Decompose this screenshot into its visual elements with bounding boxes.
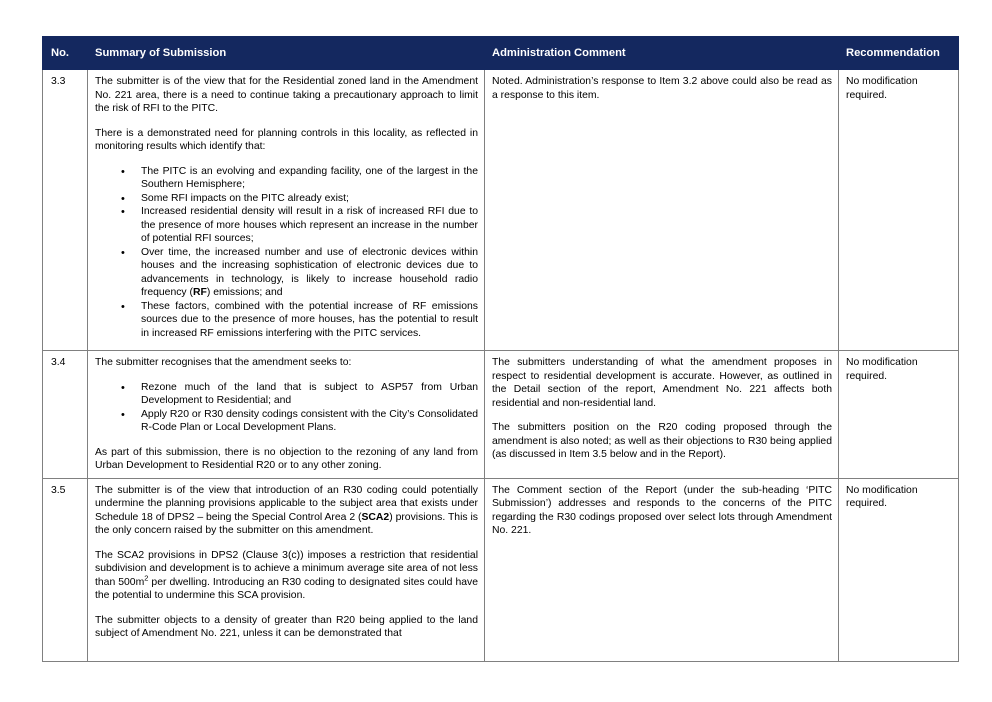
- list-item: • Some RFI impacts on the PITC already exist;: [121, 192, 478, 206]
- summary-paragraph: As part of this submission, there is no objection to the rezoning of any land from Urban Development to Residential R20 or to any other zoning.: [95, 446, 478, 472]
- summary-cell: [88, 351, 485, 479]
- summary-text-bold: SCA2: [361, 511, 390, 523]
- summary-paragraph: The submitter objects to a density of greater than R20 being applied to the land subject of Amendment No. 221, unless it can be demonstrated that: [95, 614, 478, 640]
- superscript-two: 2: [144, 573, 149, 583]
- admin-paragraph: The submitters understanding of what the amendment proposes in respect to residential development is accurate. However, as outlined in the Detail section of the report, Amendment No. 221 affects both residential and non-residential land.: [492, 357, 832, 409]
- summary-text-post: per dwelling. Introducing an R30 coding to designated sites could have the potential to undermine this SCA provision.: [95, 576, 478, 602]
- table-row: [43, 351, 959, 479]
- row-number-cell: 3.3: [43, 70, 88, 351]
- summary-paragraph: The submitter is of the view that for the Residential zoned land in the Amendment No. 221 area, there is a need to continue taking a precautionary approach to limit the risk of RFI to the PITC.: [95, 76, 478, 115]
- column-header-no: No.: [43, 37, 88, 70]
- list-item: • Increased residential density will result in a risk of increased RFI due to the presence of more houses which represent an increase in the number of potential RFI sources;: [121, 205, 478, 246]
- summary-cell: [88, 478, 485, 661]
- summary-paragraph: There is a demonstrated need for planning controls in this locality, as reflected in monitoring results which identify that:: [95, 127, 478, 153]
- list-item-text-post: ) emissions; and: [206, 287, 283, 299]
- list-item: • Apply R20 or R30 density codings consistent with the City’s Consolidated R-Code Plan or Local Development Plans.: [121, 408, 478, 435]
- row-number-cell: 3.4: [43, 351, 88, 479]
- admin-paragraph: Noted. Administration’s response to Item 3.2 above could also be read as a response to this item.: [492, 76, 832, 101]
- table-row: [43, 478, 959, 661]
- column-header-summary: Summary of Submission: [88, 37, 485, 70]
- summary-paragraph: The submitter recognises that the amendment seeks to:: [95, 357, 352, 368]
- summary-text-pre: The SCA2 provisions in DPS2 (Clause 3(c)) imposes a restriction that residential subdivision and development is to achieve a minimum average site area of not less than 500m: [95, 549, 478, 588]
- recommendation-cell: [839, 70, 959, 351]
- table-body: [43, 70, 959, 662]
- table-row: [43, 70, 959, 351]
- list-item: [121, 246, 478, 300]
- table-header: [43, 37, 959, 70]
- summary-paragraph: [95, 549, 478, 603]
- table-header-row: [43, 37, 959, 70]
- summary-paragraph: [95, 484, 478, 538]
- summary-bullet-list: [95, 381, 478, 435]
- column-header-recommendation: Recommendation: [839, 37, 959, 70]
- column-header-admin-comment: Administration Comment: [485, 37, 839, 70]
- summary-bullet-list: [95, 165, 478, 341]
- list-item-text-bold: RF: [192, 287, 207, 299]
- list-item-text-pre: Over time, the increased number and use of electronic devices within houses and the increasing sophistication of electronic devices due to advancements in technology, is likely to increase household radio frequency (: [141, 246, 478, 299]
- recommendation-text: No modification required.: [846, 357, 918, 382]
- admin-comment-cell: [485, 478, 839, 661]
- summary-cell: [88, 70, 485, 351]
- recommendation-cell: [839, 351, 959, 479]
- row-number-cell: 3.5: [43, 478, 88, 661]
- summary-text-post: ) provisions. This is the only concern raised by the submitter on this amendment.: [95, 511, 478, 537]
- admin-paragraph: The Comment section of the Report (under the sub-heading ‘PITC Submission’) addresses and responds to the concerns of the PITC regarding the R30 codings proposed over select lots through Amendment No. 221.: [492, 484, 832, 537]
- admin-comment-cell: [485, 70, 839, 351]
- list-item: • The PITC is an evolving and expanding facility, one of the largest in the Southern Hemisphere;: [121, 165, 478, 192]
- admin-comment-cell: [485, 351, 839, 479]
- admin-paragraph: The submitters position on the R20 coding proposed through the amendment is also noted; as well as their objections to R30 being applied (as discussed in Item 3.5 below and in the Report).: [492, 422, 832, 461]
- recommendation-cell: [839, 478, 959, 661]
- submissions-table: [42, 36, 959, 662]
- recommendation-text: No modification required.: [846, 76, 918, 101]
- recommendation-text: No modification required.: [846, 484, 918, 510]
- summary-text-pre: The submitter is of the view that introduction of an R30 coding could potentially undermine the planning provisions applicable to the subject area that exists under Schedule 18 of DPS2 – being the Special Control Area 2 (: [95, 484, 478, 523]
- list-item: • These factors, combined with the potential increase of RF emissions sources due to the presence of more houses, has the potential to result in increased RF emissions interfering with the PITC services.: [121, 300, 478, 341]
- list-item: • Rezone much of the land that is subject to ASP57 from Urban Development to Residential; and: [121, 381, 478, 408]
